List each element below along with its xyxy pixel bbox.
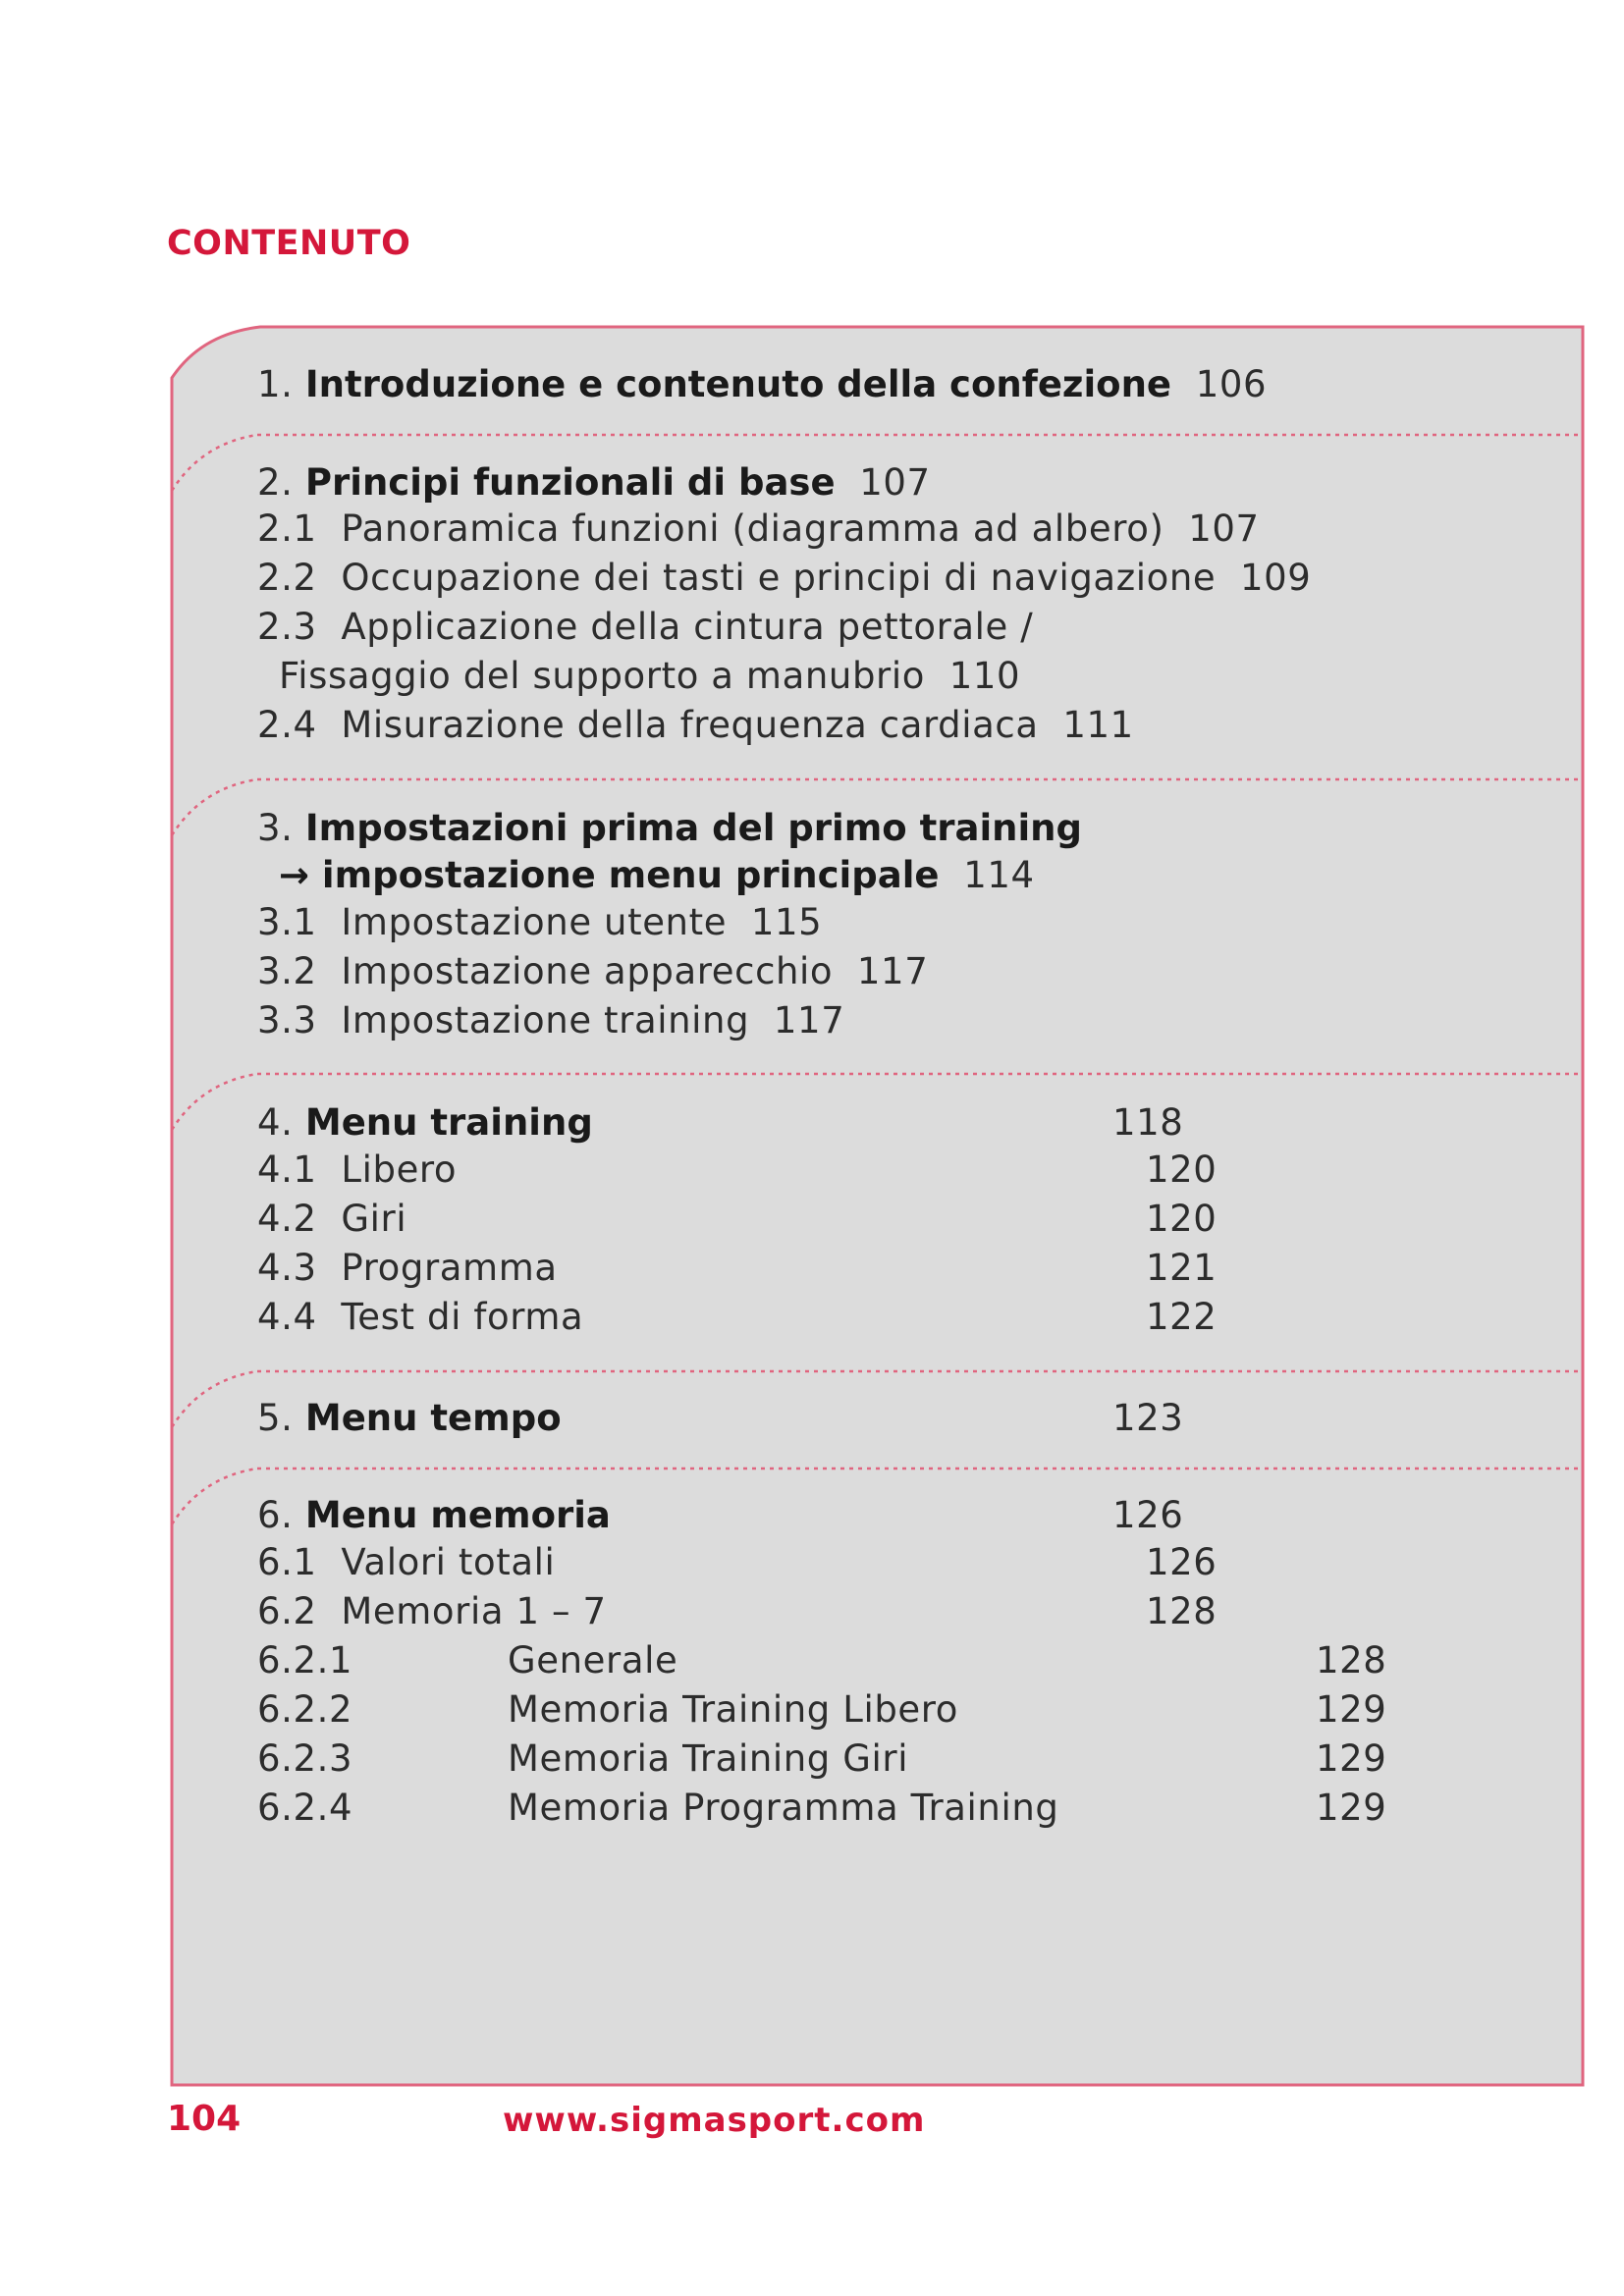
entry-title: Introduzione e contenuto della confezione [304,363,1172,405]
entry-page: 117 [856,950,929,992]
toc-entry-2[interactable] [257,461,931,505]
entry-title: Menu memoria [304,1494,611,1536]
toc-entry-3[interactable] [257,807,1082,850]
toc-entry-4-1[interactable] [257,1148,457,1192]
toc-entry-6-2-4-page: 129 [1316,1787,1387,1829]
entry-title: Impostazione training [341,999,750,1041]
toc-entry-6[interactable] [257,1494,611,1537]
entry-title: Menu training [304,1101,593,1144]
entry-title: Applicazione della cintura pettorale / [341,606,1034,648]
toc-entry-4[interactable] [257,1101,593,1145]
toc-entry-3-cont[interactable] [279,854,1035,897]
entry-page: 120 [1146,1148,1218,1191]
entry-page: 106 [1195,363,1268,405]
toc-entry-6-2-3-number: 6.2.3 [257,1737,353,1780]
entry-page: 115 [750,901,823,943]
toc-entry-2-4[interactable] [257,704,1134,747]
toc-entry-6-2-2-number: 6.2.2 [257,1688,353,1731]
toc-entry-3-2[interactable] [257,950,928,993]
toc-entry-5[interactable] [257,1397,562,1440]
toc-entry-6-2-3-page: 129 [1316,1737,1387,1780]
toc-entry-4-3[interactable] [257,1247,558,1290]
entry-number: 4. [257,1101,294,1144]
entry-number: 2.2 [257,557,317,599]
entry-number: 4.4 [257,1296,317,1338]
entry-title: Libero [341,1148,458,1191]
entry-number: 5. [257,1397,294,1439]
entry-title: Valori totali [341,1541,556,1583]
entry-number: 6.1 [257,1541,317,1583]
toc-entry-6-2-1-page: 128 [1316,1639,1387,1682]
toc-entry-6-2-4-number: 6.2.4 [257,1787,353,1829]
entry-title: Giri [341,1198,407,1240]
entry-page: 114 [963,854,1035,896]
toc-entry-3-1[interactable] [257,901,822,944]
entry-page: 117 [773,999,845,1041]
entry-page: 128 [1146,1590,1218,1632]
entry-number: 3.3 [257,999,317,1041]
entry-title: Impostazione utente [341,901,728,943]
toc-entry-3-3[interactable] [257,999,844,1042]
toc-entry-6-2-2-title[interactable]: Memoria Training Libero [508,1688,959,1731]
entry-title: Programma [341,1247,558,1289]
entry-number: 3.2 [257,950,317,992]
entry-title: Occupazione dei tasti e principi di navigazione [341,557,1217,599]
entry-number: 2.1 [257,507,317,550]
entry-number: 2. [257,461,294,504]
toc-entry-6-2-1-title[interactable]: Generale [508,1639,678,1682]
entry-title: Memoria 1 – 7 [341,1590,607,1632]
toc-entry-4-2[interactable] [257,1198,406,1241]
entry-number: 4.2 [257,1198,317,1240]
toc-entry-6-2-2-page: 129 [1316,1688,1387,1731]
entry-number: 1. [257,363,294,405]
toc-entry-6-1[interactable] [257,1541,555,1584]
entry-number: 6.2 [257,1590,317,1632]
entry-page: 121 [1146,1247,1218,1289]
entry-title: Impostazione apparecchio [341,950,834,992]
entry-page: 107 [1188,507,1260,550]
entry-page: 126 [1146,1541,1218,1583]
toc-entry-6-2-1-number: 6.2.1 [257,1639,353,1682]
page-number: 104 [167,2099,242,2139]
entry-title: Misurazione della frequenza cardiaca [341,704,1039,746]
entry-page: 111 [1062,704,1134,746]
entry-page: 110 [948,655,1021,697]
toc-entry-2-1[interactable] [257,507,1260,551]
toc-entry-4-4[interactable] [257,1296,583,1339]
website-link[interactable]: www.sigmasport.com [503,2101,926,2140]
entry-number: 2.3 [257,606,317,648]
entry-number: 4.1 [257,1148,317,1191]
entry-title: Test di forma [341,1296,584,1338]
toc-entry-2-2[interactable] [257,557,1311,600]
toc-entry-2-3-cont[interactable] [279,655,1020,698]
entry-title: Principi funzionali di base [304,461,836,504]
entry-page: 120 [1146,1198,1218,1240]
toc-entry-6-2-4-title[interactable]: Memoria Programma Training [508,1787,1059,1829]
entry-page: 126 [1112,1494,1184,1536]
entry-title: Menu tempo [304,1397,562,1439]
page-title: CONTENUTO [167,224,411,263]
toc-entry-6-2-3-title[interactable]: Memoria Training Giri [508,1737,909,1780]
toc-entry-6-2[interactable] [257,1590,607,1633]
toc-entry-1[interactable] [257,363,1267,406]
entry-title: → impostazione menu principale [279,854,940,896]
entry-title: Panoramica funzioni (diagramma ad albero) [341,507,1164,550]
entry-page: 122 [1146,1296,1218,1338]
entry-page: 123 [1112,1397,1184,1439]
entry-number: 2.4 [257,704,317,746]
entry-number: 6. [257,1494,294,1536]
entry-number: 3. [257,807,294,849]
entry-page: 109 [1240,557,1312,599]
entry-page: 118 [1112,1101,1184,1144]
entry-page: 107 [859,461,931,504]
entry-title: Fissaggio del supporto a manubrio [279,655,925,697]
entry-title: Impostazioni prima del primo training [304,807,1083,849]
toc-entry-2-3[interactable] [257,606,1033,649]
entry-number: 4.3 [257,1247,317,1289]
entry-number: 3.1 [257,901,317,943]
